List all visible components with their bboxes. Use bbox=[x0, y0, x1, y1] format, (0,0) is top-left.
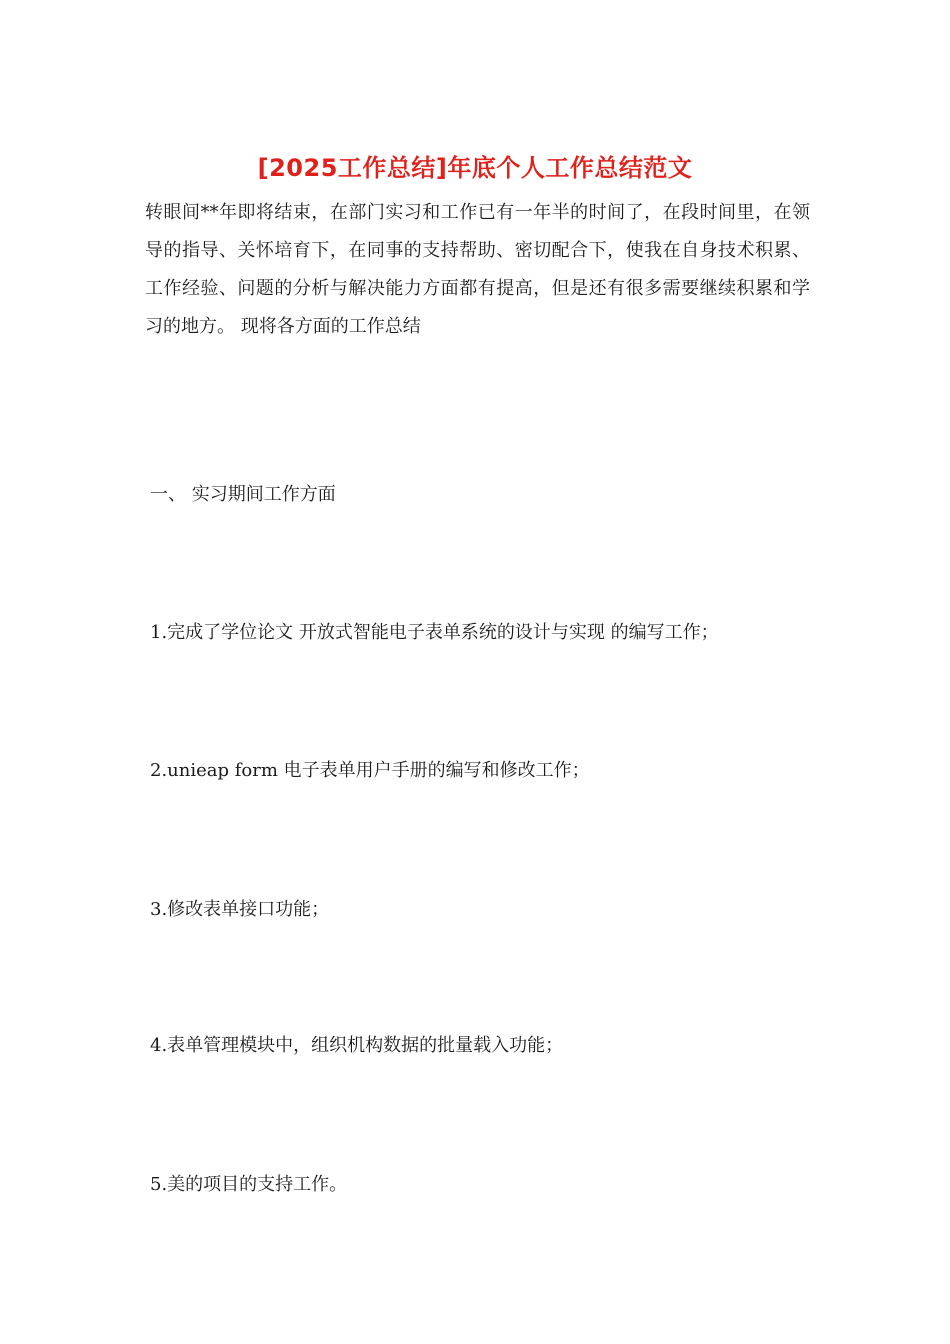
document-title: [2025工作总结]年底个人工作总结范文 bbox=[257, 154, 693, 182]
list-item: 4.表单管理模块中，组织机构数据的批量载入功能； bbox=[150, 1035, 564, 1056]
list-item: 1.完成了学位论文 开放式智能电子表单系统的设计与实现 的编写工作； bbox=[150, 622, 719, 643]
list-item: 3.修改表单接口功能； bbox=[150, 899, 330, 920]
list-item: 2.unieap form 电子表单用户手册的编写和修改工作； bbox=[150, 760, 590, 781]
section-heading: 一、 实习期间工作方面 bbox=[150, 484, 336, 505]
list-item: 5.美的项目的支持工作。 bbox=[150, 1174, 348, 1195]
intro-paragraph: 转眼间**年即将结束，在部门实习和工作已有一年半的时间了，在段时间里，在领导的指导、关怀培育下，在同事的支持帮助、密切配合下，使我在自身技术积累、工作经验、问题的分析与解决能力方面都有提高，但是还有很多需要继续积累和学习的地方。 现将各方面的工作总结 bbox=[145, 202, 810, 337]
